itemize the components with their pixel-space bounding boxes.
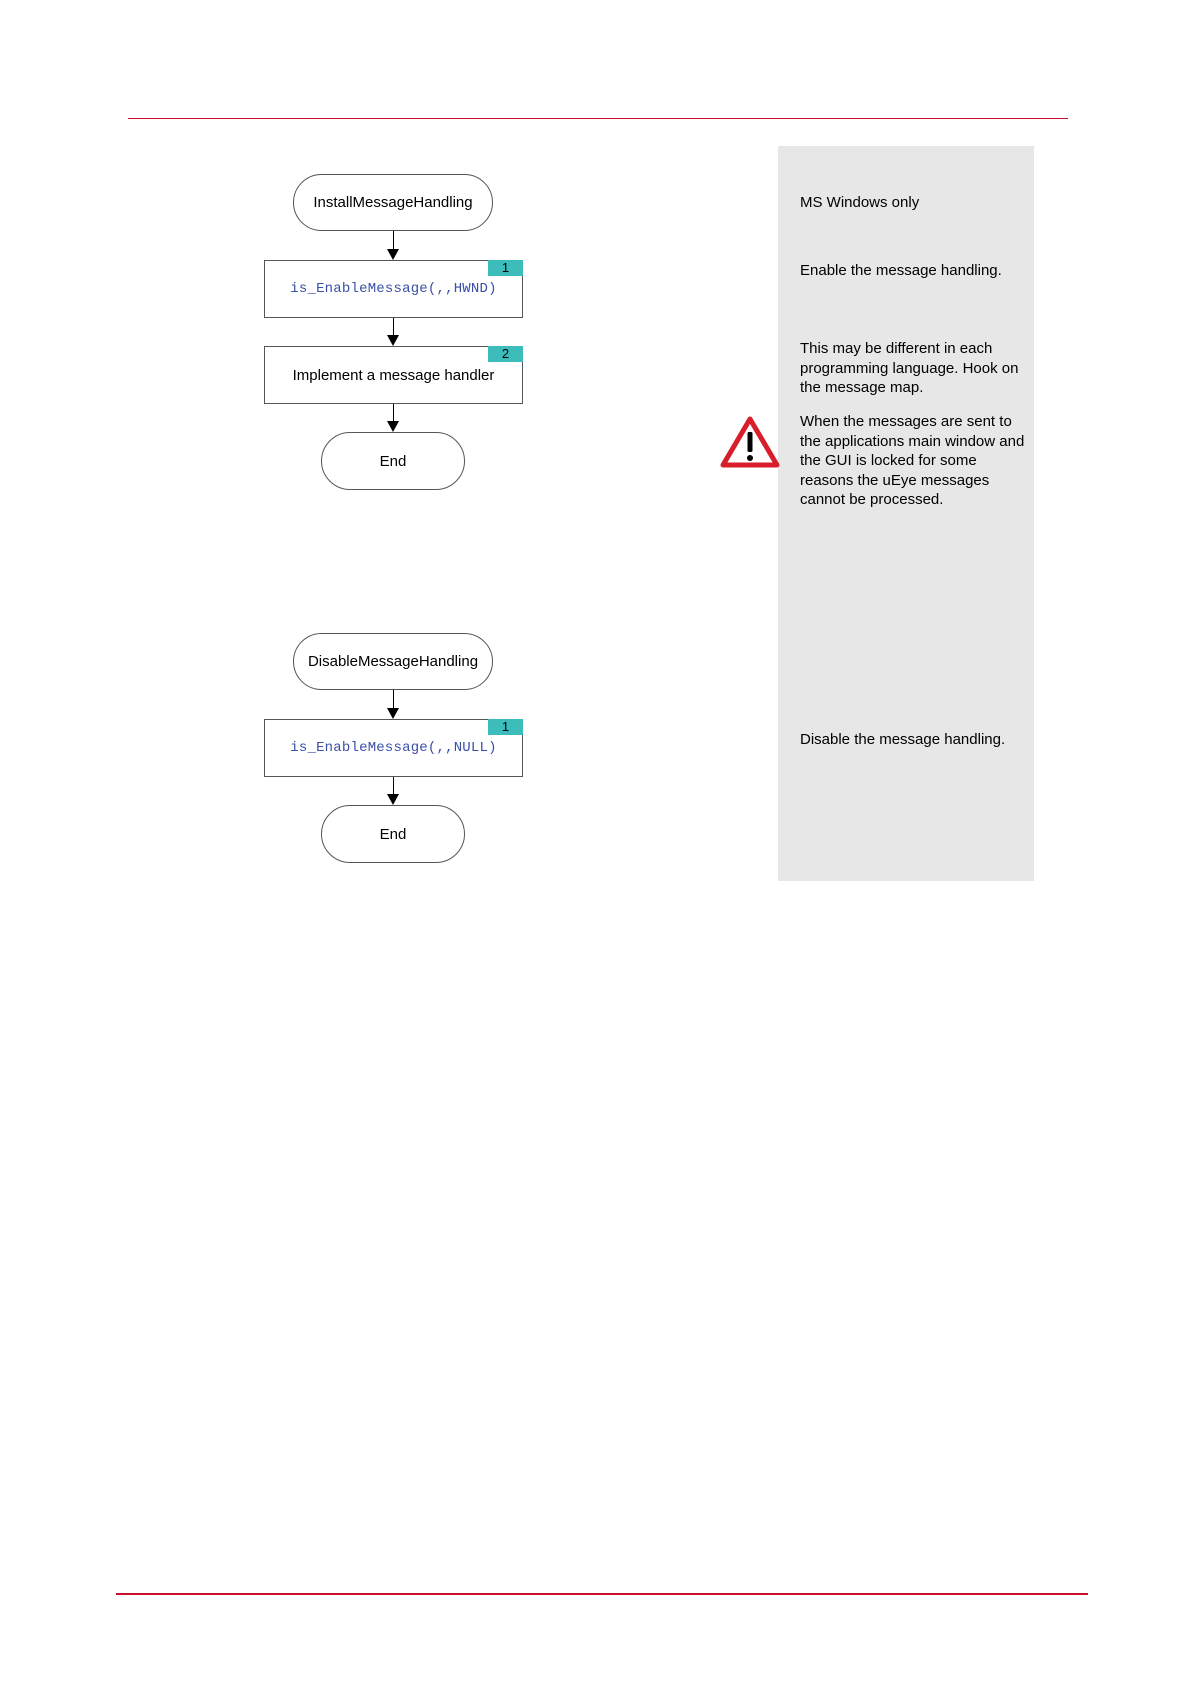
disable-start-label: DisableMessageHandling — [307, 653, 479, 670]
connector — [393, 690, 394, 708]
install-step-2-label: Implement a message handler — [292, 366, 495, 384]
note-disable: Disable the message handling. — [800, 731, 1006, 748]
arrow-down-icon — [387, 335, 399, 346]
disable-start-terminal — [293, 633, 493, 690]
install-step-1 — [264, 260, 523, 318]
install-step-2-badge: 2 — [488, 346, 523, 362]
footer-rule — [116, 1593, 1088, 1595]
arrow-down-icon — [387, 794, 399, 805]
disable-end-terminal — [321, 805, 465, 863]
note-warning: When the messages are sent to the applications main window and the GUI is locked for some reasons the uEye messages cannot be processed. — [800, 413, 1025, 508]
notes-panel — [778, 146, 1034, 881]
warning-triangle-icon — [720, 415, 780, 469]
note-ms-windows: MS Windows only — [800, 194, 920, 211]
disable-step-1-code: is_EnableMessage(,,NULL) — [290, 740, 497, 756]
install-step-1-badge: 1 — [488, 260, 523, 276]
connector — [393, 231, 394, 249]
disable-step-1-badge: 1 — [488, 719, 523, 735]
header-rule — [128, 118, 1068, 119]
connector — [393, 318, 394, 335]
arrow-down-icon — [387, 708, 399, 719]
install-start-label: InstallMessageHandling — [313, 194, 473, 211]
install-end-label: End — [379, 452, 407, 470]
connector — [393, 777, 394, 794]
install-step-1-code: is_EnableMessage(,,HWND) — [290, 281, 497, 297]
install-start-terminal — [293, 174, 493, 231]
arrow-down-icon — [387, 249, 399, 260]
note-enable: Enable the message handling. — [800, 262, 1002, 279]
install-step-2 — [264, 346, 523, 404]
connector — [393, 404, 394, 421]
note-different: This may be different in each programming language. Hook on the message map. — [800, 340, 1019, 396]
install-end-terminal — [321, 432, 465, 490]
arrow-down-icon — [387, 421, 399, 432]
disable-end-label: End — [379, 825, 407, 843]
disable-step-1 — [264, 719, 523, 777]
